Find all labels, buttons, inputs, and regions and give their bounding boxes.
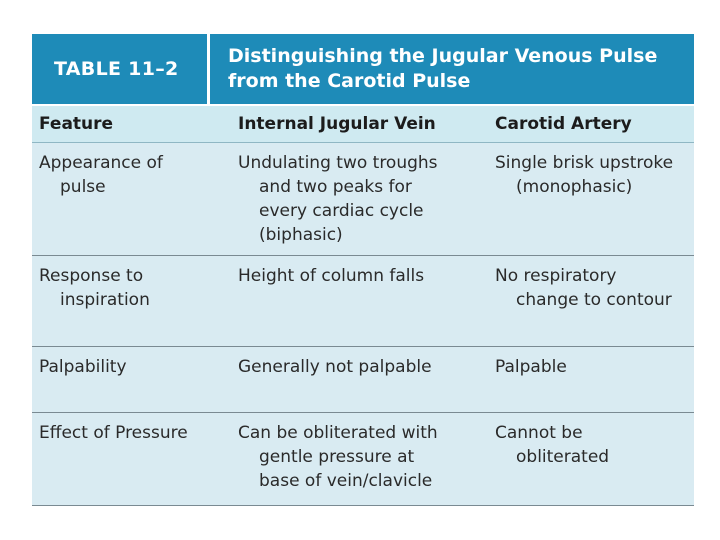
- cell-text: Palpable: [495, 357, 567, 377]
- cell-feature: [32, 347, 238, 412]
- cell-text: (monophasic): [516, 177, 633, 197]
- cell-jugular: [238, 143, 495, 255]
- header-carotid: Carotid Artery: [495, 114, 632, 134]
- cell-text: (biphasic): [259, 225, 343, 245]
- cell-carotid: [495, 413, 694, 505]
- cell-text: gentle pressure at: [259, 447, 415, 467]
- cell-feature: [32, 413, 238, 505]
- table-row: [32, 256, 694, 347]
- cell-jugular: [238, 413, 495, 505]
- cell-text: obliterated: [516, 447, 610, 467]
- cell-text: Single brisk upstroke: [495, 153, 674, 173]
- cell-text: change to contour: [516, 290, 672, 310]
- table-number: TABLE 11–2: [32, 34, 210, 104]
- cell-text: Height of column falls: [238, 266, 425, 286]
- table-row: [32, 347, 694, 413]
- cell-text: No respiratory: [495, 266, 617, 286]
- cell-carotid: [495, 347, 694, 412]
- cell-carotid: [495, 256, 694, 346]
- cell-text: Effect of Pressure: [39, 423, 188, 443]
- cell-text: Can be obliterated with: [238, 423, 438, 443]
- comparison-table: [32, 34, 694, 506]
- cell-text: Response to: [39, 266, 144, 286]
- cell-text: base of vein/clavicle: [259, 471, 433, 491]
- cell-feature: [32, 256, 238, 346]
- cell-carotid: [495, 143, 694, 255]
- cell-text: Generally not palpable: [238, 357, 432, 377]
- cell-feature: [32, 143, 238, 255]
- table-header-row: [32, 104, 694, 143]
- cell-text: inspiration: [60, 290, 150, 310]
- header-feature: Feature: [39, 114, 114, 134]
- table-row: [32, 413, 694, 506]
- table-title: [210, 34, 694, 104]
- cell-text: Appearance of: [39, 153, 163, 173]
- cell-jugular: [238, 347, 495, 412]
- cell-text: Undulating two troughs: [238, 153, 438, 173]
- cell-jugular: [238, 256, 495, 346]
- header-jugular: Internal Jugular Vein: [238, 114, 436, 134]
- cell-text: every cardiac cycle: [259, 201, 424, 221]
- table-title-bar: [32, 34, 694, 104]
- cell-text: Cannot be: [495, 423, 583, 443]
- cell-text: Palpability: [39, 357, 127, 377]
- cell-text: and two peaks for: [259, 177, 412, 197]
- cell-text: pulse: [60, 177, 106, 197]
- table-row: [32, 143, 694, 256]
- table-title-line-2: from the Carotid Pulse: [228, 70, 471, 92]
- table-title-line-1: Distinguishing the Jugular Venous Pulse: [228, 45, 658, 67]
